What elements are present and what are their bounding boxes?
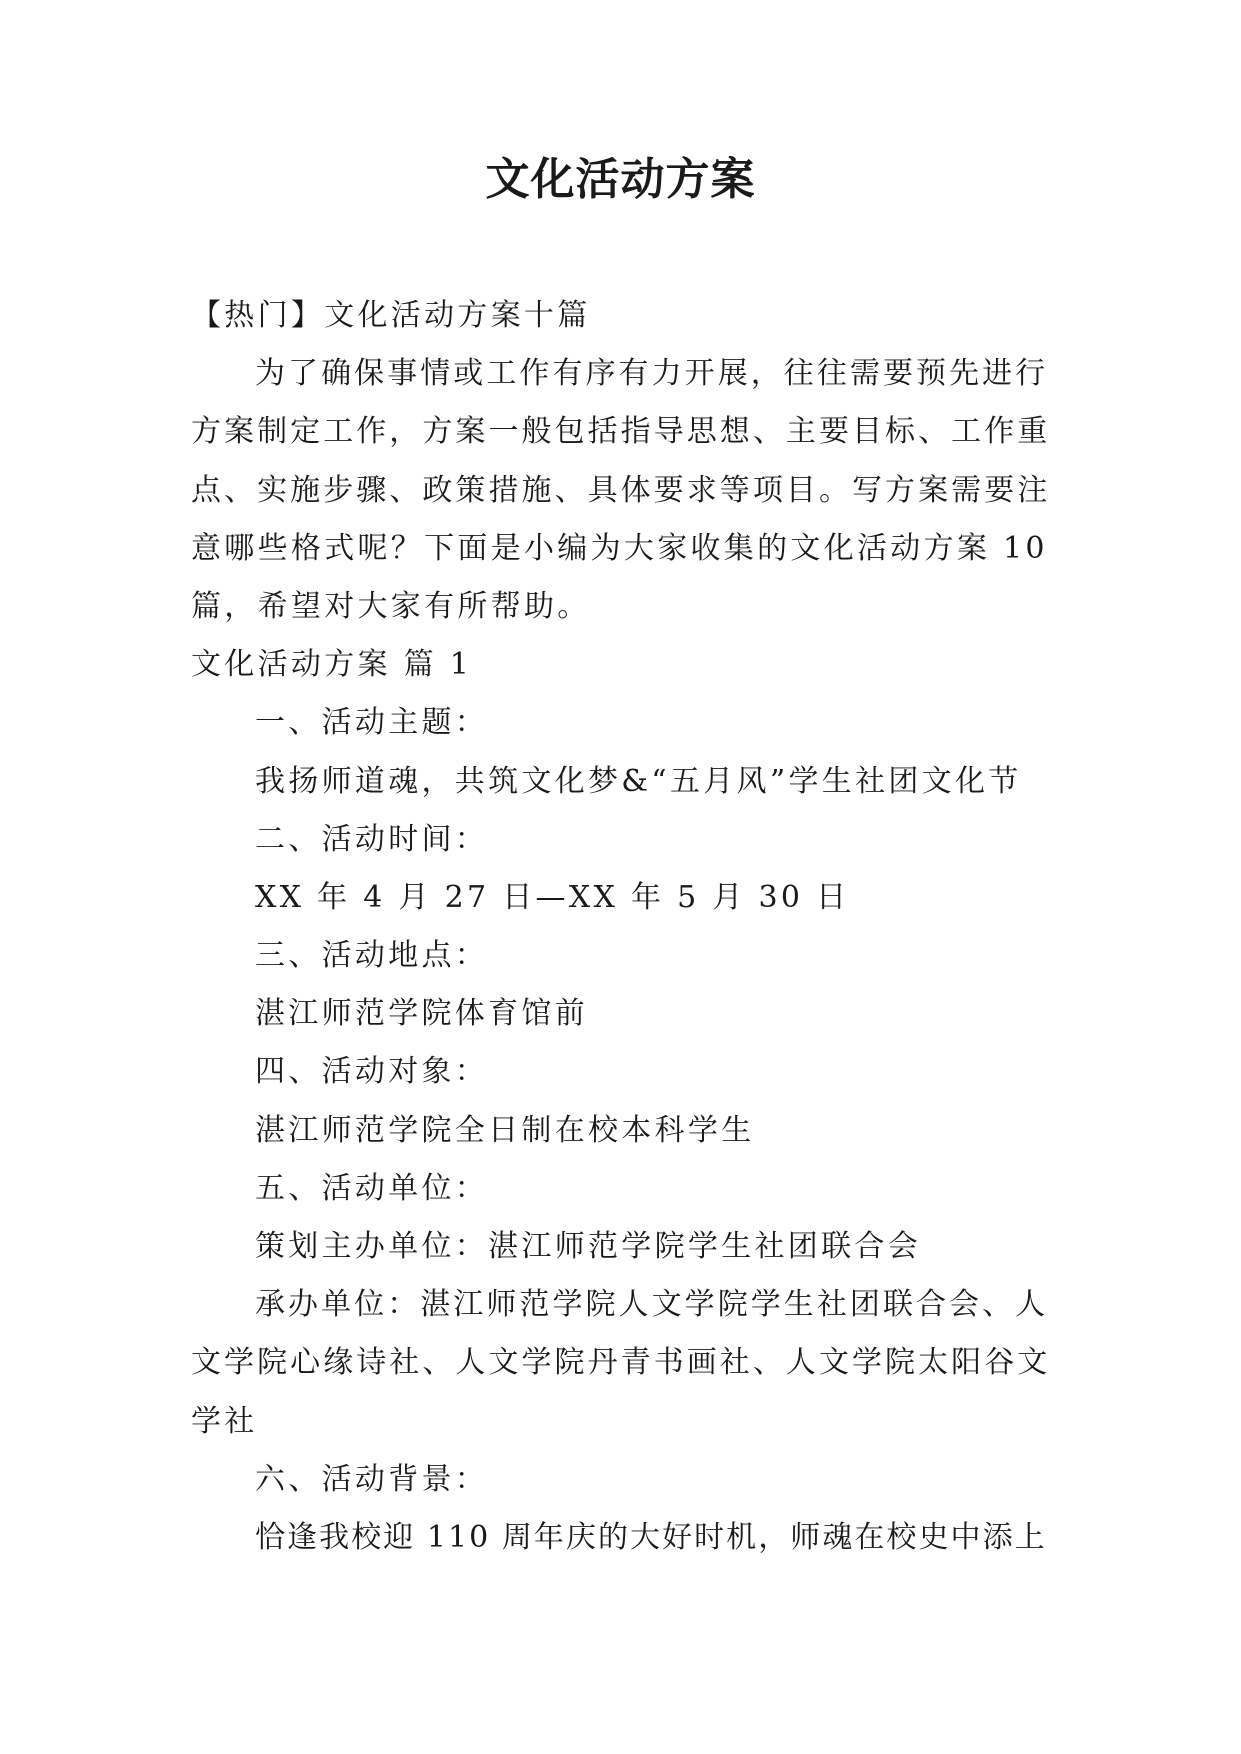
text-line: 文学院心缘诗社、人文学院丹青书画社、人文学院太阳谷文 [191,1345,1051,1381]
text-line: 二、活动时间： [255,821,489,857]
text-line: 篇，希望对大家有所帮助。 [191,588,591,624]
text-line: 文化活动方案 篇 1 [191,647,473,683]
text-line: 意哪些格式呢？下面是小编为大家收集的文化活动方案 10 [191,530,1048,566]
text-line: 六、活动背景： [255,1461,489,1497]
document-title: 文化活动方案 [485,154,756,205]
text-line: 五、活动单位： [255,1170,489,1206]
text-line: 点、实施步骤、政策措施、具体要求等项目。写方案需要注 [191,472,1051,508]
document-body [191,287,1051,1567]
text-line: 湛江师范学院全日制在校本科学生 [255,1112,755,1148]
text-line: 一、活动主题： [255,705,489,741]
text-line: 四、活动对象： [255,1054,489,1090]
text-line: 三、活动地点： [255,938,489,974]
text-line: XX 年 4 月 27 日—XX 年 5 月 30 日 [255,879,850,915]
text-line: 方案制定工作，方案一般包括指导思想、主要目标、工作重 [191,414,1051,450]
text-line: 为了确保事情或工作有序有力开展，往往需要预先进行 [255,356,1049,392]
text-line: 湛江师范学院体育馆前 [255,996,588,1032]
text-line: 我扬师道魂，共筑文化梦&“五月风”学生社团文化节 [255,763,1022,799]
text-line: 学社 [191,1403,258,1439]
text-line: 策划主办单位：湛江师范学院学生社团联合会 [255,1229,921,1264]
text-line: 【热门】文化活动方案十篇 [191,298,591,333]
text-line: 承办单位：湛江师范学院人文学院学生社团联合会、人 [255,1287,1049,1323]
text-line: 恰逢我校迎 110 周年庆的大好时机，师魂在校史中添上 [255,1519,1047,1555]
